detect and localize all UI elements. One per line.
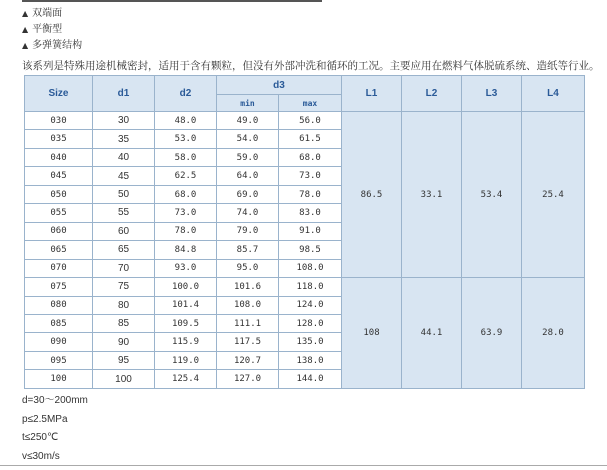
bottom-divider <box>0 465 607 466</box>
triangle-bullet-icon: ▲ <box>22 9 29 18</box>
cell-d3-min: 59.0 <box>217 148 279 166</box>
cell-d3-max: 73.0 <box>279 167 342 185</box>
intro-text: 该系列是特殊用途机械密封，适用于含有颗粒，但没有外部冲洗和循环的工况。主要应用在燃料气体脱硫系统、造纸等行业。 <box>22 60 600 72</box>
note-diameter: d=30～200mm <box>22 395 88 406</box>
cell-d3-max: 108.0 <box>279 259 342 277</box>
cell-d1: 65 <box>93 241 155 259</box>
cell-d3-max: 128.0 <box>279 314 342 332</box>
cell-d3-max: 78.0 <box>279 185 342 203</box>
cell-size: 030 <box>25 112 93 130</box>
header-L3: L3 <box>462 76 522 112</box>
cell-L2-group: 44.1 <box>402 278 462 389</box>
header-L1: L1 <box>342 76 402 112</box>
cell-d1: 40 <box>93 148 155 166</box>
cell-d2: 73.0 <box>155 204 217 222</box>
cell-d3-min: 79.0 <box>217 222 279 240</box>
cell-d3-max: 98.5 <box>279 241 342 259</box>
top-divider <box>22 0 322 2</box>
cell-d1: 45 <box>93 167 155 185</box>
cell-L4-group: 25.4 <box>522 112 585 278</box>
triangle-bullet-icon: ▲ <box>22 25 29 34</box>
cell-size: 100 <box>25 370 93 389</box>
cell-d3-min: 95.0 <box>217 259 279 277</box>
cell-d2: 119.0 <box>155 351 217 369</box>
cell-d2: 58.0 <box>155 148 217 166</box>
cell-size: 060 <box>25 222 93 240</box>
cell-d2: 68.0 <box>155 185 217 203</box>
cell-d1: 55 <box>93 204 155 222</box>
cell-d3-min: 74.0 <box>217 204 279 222</box>
header-d3: d3 <box>217 76 342 95</box>
cell-size: 085 <box>25 314 93 332</box>
cell-d1: 60 <box>93 222 155 240</box>
header-d1: d1 <box>93 76 155 112</box>
triangle-bullet-icon: ▲ <box>22 41 29 50</box>
cell-d3-min: 111.1 <box>217 314 279 332</box>
cell-d3-max: 56.0 <box>279 112 342 130</box>
cell-size: 035 <box>25 130 93 148</box>
cell-d3-min: 117.5 <box>217 333 279 351</box>
cell-size: 095 <box>25 351 93 369</box>
table-row <box>25 278 585 296</box>
cell-d1: 100 <box>93 370 155 389</box>
cell-d1: 85 <box>93 314 155 332</box>
spec-notes <box>22 392 88 466</box>
cell-d1: 70 <box>93 259 155 277</box>
cell-d2: 93.0 <box>155 259 217 277</box>
cell-d2: 48.0 <box>155 112 217 130</box>
cell-L4-group: 28.0 <box>522 278 585 389</box>
cell-d2: 115.9 <box>155 333 217 351</box>
feature-list <box>22 6 82 54</box>
cell-d3-min: 64.0 <box>217 167 279 185</box>
header-L4: L4 <box>522 76 585 112</box>
cell-size: 070 <box>25 259 93 277</box>
header-d3-min: min <box>217 95 279 112</box>
cell-d2: 100.0 <box>155 278 217 296</box>
cell-d3-max: 135.0 <box>279 333 342 351</box>
cell-d2: 125.4 <box>155 370 217 389</box>
cell-size: 055 <box>25 204 93 222</box>
header-L2: L2 <box>402 76 462 112</box>
cell-d3-min: 54.0 <box>217 130 279 148</box>
cell-d1: 80 <box>93 296 155 314</box>
cell-d3-max: 138.0 <box>279 351 342 369</box>
cell-d1: 75 <box>93 278 155 296</box>
cell-d3-max: 91.0 <box>279 222 342 240</box>
cell-d2: 62.5 <box>155 167 217 185</box>
cell-d2: 84.8 <box>155 241 217 259</box>
note-temperature: t≤250℃ <box>22 432 59 443</box>
cell-d2: 109.5 <box>155 314 217 332</box>
cell-d1: 95 <box>93 351 155 369</box>
cell-d3-min: 101.6 <box>217 278 279 296</box>
cell-d1: 30 <box>93 112 155 130</box>
header-size: Size <box>25 76 93 112</box>
header-d2: d2 <box>155 76 217 112</box>
cell-d3-max: 61.5 <box>279 130 342 148</box>
feature-item: ▲ 平衡型 <box>22 24 63 35</box>
cell-size: 040 <box>25 148 93 166</box>
cell-L2-group: 33.1 <box>402 112 462 278</box>
cell-size: 090 <box>25 333 93 351</box>
cell-d3-max: 68.0 <box>279 148 342 166</box>
cell-d2: 53.0 <box>155 130 217 148</box>
spec-table <box>24 75 585 389</box>
cell-d2: 101.4 <box>155 296 217 314</box>
cell-size: 045 <box>25 167 93 185</box>
cell-d3-min: 69.0 <box>217 185 279 203</box>
cell-d3-max: 118.0 <box>279 278 342 296</box>
cell-d3-max: 83.0 <box>279 204 342 222</box>
cell-size: 065 <box>25 241 93 259</box>
cell-d3-min: 120.7 <box>217 351 279 369</box>
cell-size: 075 <box>25 278 93 296</box>
cell-d3-min: 85.7 <box>217 241 279 259</box>
cell-d1: 35 <box>93 130 155 148</box>
feature-item: ▲ 双端面 <box>22 8 63 19</box>
cell-d1: 50 <box>93 185 155 203</box>
cell-L3-group: 53.4 <box>462 112 522 278</box>
header-d3-max: max <box>279 95 342 112</box>
cell-d3-max: 124.0 <box>279 296 342 314</box>
cell-size: 080 <box>25 296 93 314</box>
cell-d3-min: 108.0 <box>217 296 279 314</box>
note-pressure: p≤2.5MPa <box>22 413 68 425</box>
cell-L1-group: 108 <box>342 278 402 389</box>
note-velocity: v≤30m/s <box>22 450 60 462</box>
cell-L3-group: 63.9 <box>462 278 522 389</box>
cell-L1-group: 86.5 <box>342 112 402 278</box>
cell-d3-max: 144.0 <box>279 370 342 389</box>
cell-size: 050 <box>25 185 93 203</box>
cell-d1: 90 <box>93 333 155 351</box>
cell-d3-min: 49.0 <box>217 112 279 130</box>
table-row <box>25 112 585 130</box>
cell-d3-min: 127.0 <box>217 370 279 389</box>
feature-item: ▲ 多弹簧结构 <box>22 40 83 51</box>
cell-d2: 78.0 <box>155 222 217 240</box>
table-body <box>25 112 585 389</box>
